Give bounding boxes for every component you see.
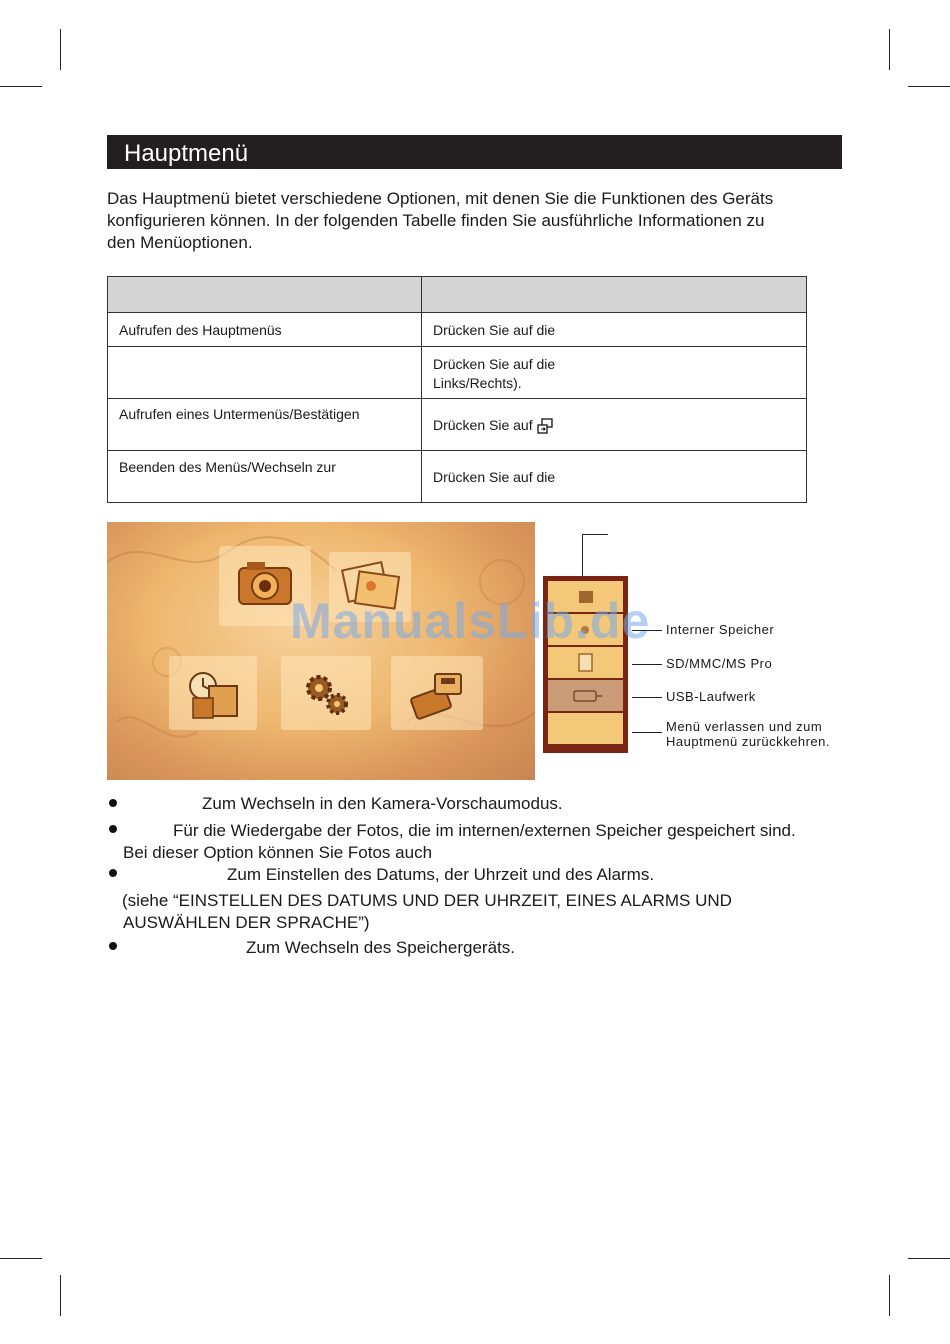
crop-mark [908, 1258, 950, 1259]
intro-paragraph [107, 188, 842, 254]
table-cell-method-line: Drücken Sie auf die [433, 356, 556, 372]
bullet-settings: Zum Einstellen des Datums, der Uhrzeit und des Alarms. [227, 865, 655, 884]
label-card: SD/MMC/MS Pro [666, 656, 773, 671]
exit-icon [548, 713, 623, 744]
storage-slot-usb[interactable] [548, 680, 623, 711]
table-cell-method [433, 347, 795, 393]
callout-line [632, 664, 662, 665]
table-header-action [108, 277, 422, 313]
callout-line [632, 697, 662, 698]
crop-mark [908, 86, 950, 87]
storage-device-icon [391, 656, 483, 730]
decorative-swirls [107, 522, 535, 780]
callout-line [582, 534, 583, 578]
table-header-row [108, 277, 807, 313]
storage-slot-exit[interactable] [548, 713, 623, 744]
table-cell-action: Aufrufen des Hauptmenüs [119, 322, 282, 338]
bullet-photos: Für die Wiedergabe der Fotos, die im internen/externen Speicher gespeichert sind. [173, 821, 796, 840]
bullet-settings-ref: (siehe “EINSTELLEN DES DATUMS UND DER UHRZEIT, EINES ALARMS UND [122, 891, 732, 910]
gears-icon [281, 656, 371, 730]
crop-mark [889, 1275, 890, 1316]
crop-mark [0, 86, 42, 87]
watermark: ManualsLib.de [290, 593, 651, 649]
menu-tile-setup[interactable] [281, 656, 371, 730]
table-header-method [422, 277, 807, 313]
label-usb: USB-Laufwerk [666, 689, 756, 704]
operations-table [107, 276, 807, 503]
crop-mark [0, 1258, 42, 1259]
label-exit-line1: Menü verlassen und zum [666, 719, 823, 734]
table-row [108, 313, 807, 347]
menu-tile-storage[interactable] [391, 656, 483, 730]
intro-line: konfigurieren können. In der folgenden Tabelle finden Sie ausführliche Informationen zu [107, 211, 765, 230]
table-cell-action: Aufrufen eines Untermenüs/Bestätigen [119, 406, 360, 422]
table-cell-method-text: Drücken Sie auf [433, 417, 533, 433]
table-row [108, 451, 807, 503]
sd-card-icon [548, 647, 623, 678]
table-cell-method: Drücken Sie auf die [433, 322, 556, 338]
table-cell-method: Drücken Sie auf die [433, 469, 556, 485]
intro-line: Das Hauptmenü bietet verschiedene Optionen, mit denen Sie die Funktionen des Geräts [107, 189, 774, 208]
storage-slot-sd-card[interactable] [548, 647, 623, 678]
menu-tile-settings-time[interactable] [169, 656, 257, 730]
label-internal-memory: Interner Speicher [666, 622, 775, 637]
bullet-dot [109, 799, 117, 807]
bullet-storage: Zum Wechseln des Speichergeräts. [246, 938, 515, 957]
clock-calendar-icon [169, 656, 257, 730]
crop-mark [60, 29, 61, 70]
table-row [108, 347, 807, 399]
intro-line: den Menüoptionen. [107, 233, 253, 252]
bullet-dot [109, 942, 117, 950]
bullet-camera: Zum Wechseln in den Kamera-Vorschaumodus. [202, 794, 563, 813]
enter-icon [537, 418, 553, 434]
table-cell-action: Beenden des Menüs/Wechseln zur [119, 459, 336, 475]
table-cell-action [119, 347, 410, 355]
bullet-dot [109, 825, 117, 833]
crop-mark [889, 29, 890, 70]
table-row [108, 399, 807, 451]
table-cell-method-line: Links/Rechts). [433, 375, 522, 391]
main-menu-screenshot [107, 522, 535, 780]
callout-line [582, 534, 608, 535]
label-exit-line2: Hauptmenü zurückkehren. [666, 734, 830, 749]
callout-line [632, 732, 662, 733]
bullet-settings-ref-cont: AUSWÄHLEN DER SPRACHE”) [123, 913, 370, 932]
section-header [107, 135, 842, 169]
crop-mark [60, 1275, 61, 1316]
bullet-dot [109, 869, 117, 877]
usb-icon [548, 680, 623, 711]
table-cell-method [433, 399, 795, 434]
section-title: Hauptmenü [124, 140, 249, 167]
bullet-photos-cont: Bei dieser Option können Sie Fotos auch [123, 843, 433, 862]
